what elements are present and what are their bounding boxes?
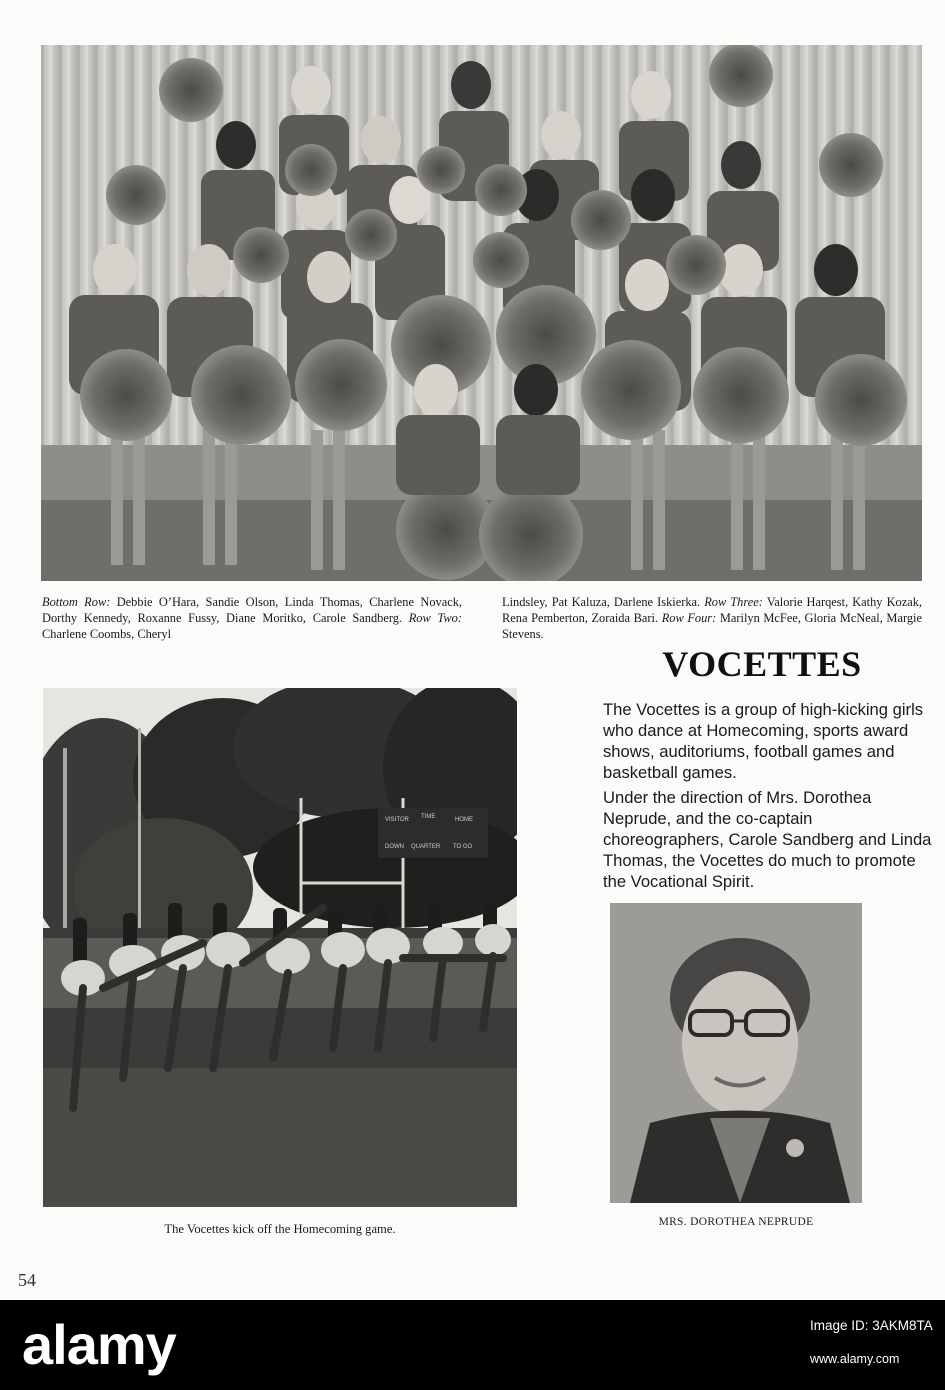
row-label-three: Row Three: [704,595,763,609]
scoreboard-label-togo: TO GO [453,844,473,850]
scoreboard-label-home: HOME [455,817,473,823]
article-paragraph-1: The Vocettes is a group of high-kicking girls who dance at Homecoming, sports award shows, auditoriums, football games and basketball games. [603,700,924,782]
scoreboard-label-time: TIME [421,814,436,820]
group-caption-left [42,594,462,642]
portrait-photo [610,903,862,1203]
row-names-three: Valorie Harqest, Kathy Kozak, Rena Pemberton, Zoraida Bari. [502,595,923,625]
row-label-four: Row Four: [661,611,717,625]
article-heading: VOCETTES [662,644,862,684]
article-paragraph-2: Under the direction of Mrs. Dorothea Neprude, and the co-captain choreographers, Carole Sandberg and Linda Thomas, the Vocettes do much to promote the Vocational Spirit. [603,788,932,891]
field-photo-caption: The Vocettes kick off the Homecoming game. [164,1222,396,1236]
group-photo-image [41,45,922,581]
row-label-two: Row Two: [408,611,462,625]
scoreboard [378,808,488,858]
portrait-image [610,903,862,1203]
field-photo-image [43,688,517,1207]
portrait-caption: MRS. DOROTHEA NEPRUDE [658,1216,814,1228]
group-photo [41,45,922,581]
page-number: 54 [18,1270,36,1290]
row-names-two: Charlene Coombs, Cheryl [42,627,172,641]
scoreboard-label-visitor: VISITOR [385,817,409,823]
group-caption-right [502,594,922,642]
row-label-bottom: Bottom Row: [42,595,111,609]
scoreboard-label-down: DOWN [385,844,404,850]
field-photo [43,688,517,1207]
row-names-two-continued: Lindsley, Pat Kaluza, Darlene Iskierka. [502,595,705,609]
scoreboard-label-quarter: QUARTER [411,844,441,850]
image-url-label: www.alamy.com [810,1352,900,1366]
row-names-bottom: Debbie O’Hara, Sandie Olson, Linda Thomas, Charlene Novack, Dorthy Kennedy, Roxanne Fussy, Diane Moritko, Carole Sandberg. [42,595,462,625]
alamy-logo: alamy [22,1313,176,1376]
row-names-four: Marilyn McFee, Gloria McNeal, Margie Stevens. [502,611,922,641]
image-id-label: Image ID: 3AKM8TA [810,1318,933,1333]
